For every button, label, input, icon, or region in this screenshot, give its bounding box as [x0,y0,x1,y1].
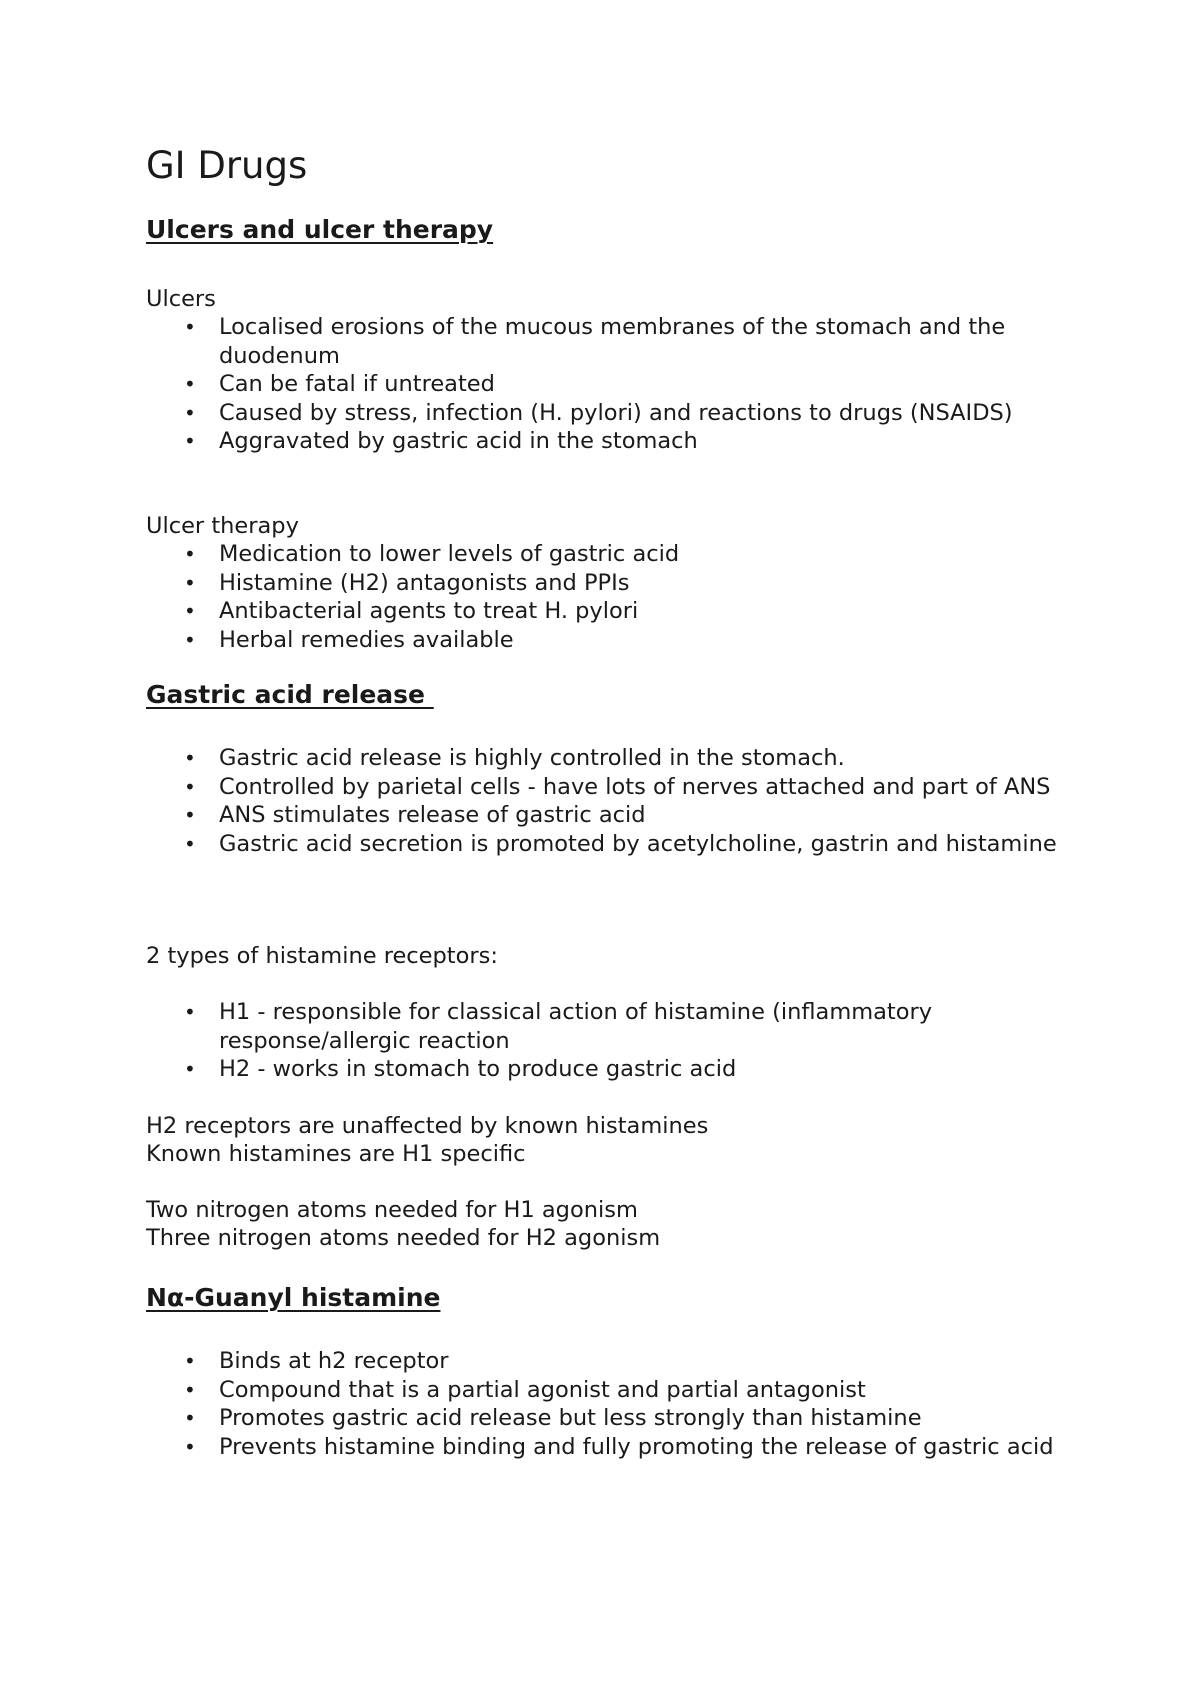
bullet-icon: • [184,542,196,566]
bullet-icon: • [184,627,196,652]
h2-note-line-1: H2 receptors are unaffected by known histamines [146,1113,709,1139]
list-item: • Medication to lower levels of gastric acid [184,541,680,567]
histamine-receptors-label: 2 types of histamine receptors: [146,943,498,969]
list-item: • Promotes gastric acid release but less strongly than histamine [184,1405,922,1431]
bullet-icon: • [184,1377,196,1402]
bullet-icon: • [184,774,196,799]
ulcer-therapy-list [146,540,1086,654]
list-item: • H2 - works in stomach to produce gastric acid [184,1056,737,1082]
list-item: • Localised erosions of the mucous membranes of the stomach and the duodenum [184,314,1006,369]
list-item: • Gastric acid release is highly controlled in the stomach. [184,745,845,771]
gastric-acid-list [146,744,1086,858]
document-title: GI Drugs [146,144,308,187]
list-item: • Binds at h2 receptor [184,1348,449,1374]
ulcer-therapy-label: Ulcer therapy [146,513,299,539]
bullet-icon: • [184,746,196,770]
section-heading-gastric-acid: Gastric acid release [146,680,434,709]
list-item: • H1 - responsible for classical action of histamine (inflammatory response/allergic reaction [184,999,933,1054]
bullet-icon: • [184,400,196,425]
list-item: • Caused by stress, infection (H. pylori) and reactions to drugs (NSAIDS) [184,399,1013,426]
nitrogen-line-2: Three nitrogen atoms needed for H2 agonism [146,1225,661,1251]
list-item: • Controlled by parietal cells - have lots of nerves attached and part of ANS [184,773,1051,800]
bullet-icon: • [184,1434,196,1459]
nitrogen-line-1: Two nitrogen atoms needed for H1 agonism [146,1197,638,1223]
section-heading-ulcers: Ulcers and ulcer therapy [146,215,494,244]
bullet-icon: • [184,1349,196,1373]
guanyl-histamine-list [146,1347,1086,1461]
list-item: • Histamine (H2) antagonists and PPIs [184,569,630,596]
list-item: • Aggravated by gastric acid in the stomach [184,428,698,454]
bullet-icon: • [184,1057,196,1081]
section-heading-guanyl-histamine: Nα-Guanyl histamine [146,1283,441,1312]
bullet-icon: • [184,429,196,453]
bullet-icon: • [184,1406,196,1430]
list-item: • ANS stimulates release of gastric acid [184,802,646,828]
bullet-icon: • [184,831,196,856]
bullet-icon: • [184,803,196,827]
ulcers-label: Ulcers [146,286,216,312]
bullet-icon: • [184,570,196,595]
list-item: • Compound that is a partial agonist and partial antagonist [184,1376,866,1403]
ulcers-list [146,313,1086,456]
list-item: • Antibacterial agents to treat H. pylori [184,598,639,624]
list-item: • Gastric acid secretion is promoted by acetylcholine, gastrin and histamine [184,830,1057,857]
list-item: • Herbal remedies available [184,626,514,653]
bullet-icon: • [184,315,196,339]
bullet-icon: • [184,372,196,396]
bullet-icon: • [184,599,196,623]
bullet-icon: • [184,1000,196,1024]
histamine-receptors-list [146,998,1086,1084]
h2-note-line-2: Known histamines are H1 specific [146,1141,526,1167]
list-item: • Can be fatal if untreated [184,371,495,397]
list-item: • Prevents histamine binding and fully promoting the release of gastric acid [184,1433,1054,1460]
